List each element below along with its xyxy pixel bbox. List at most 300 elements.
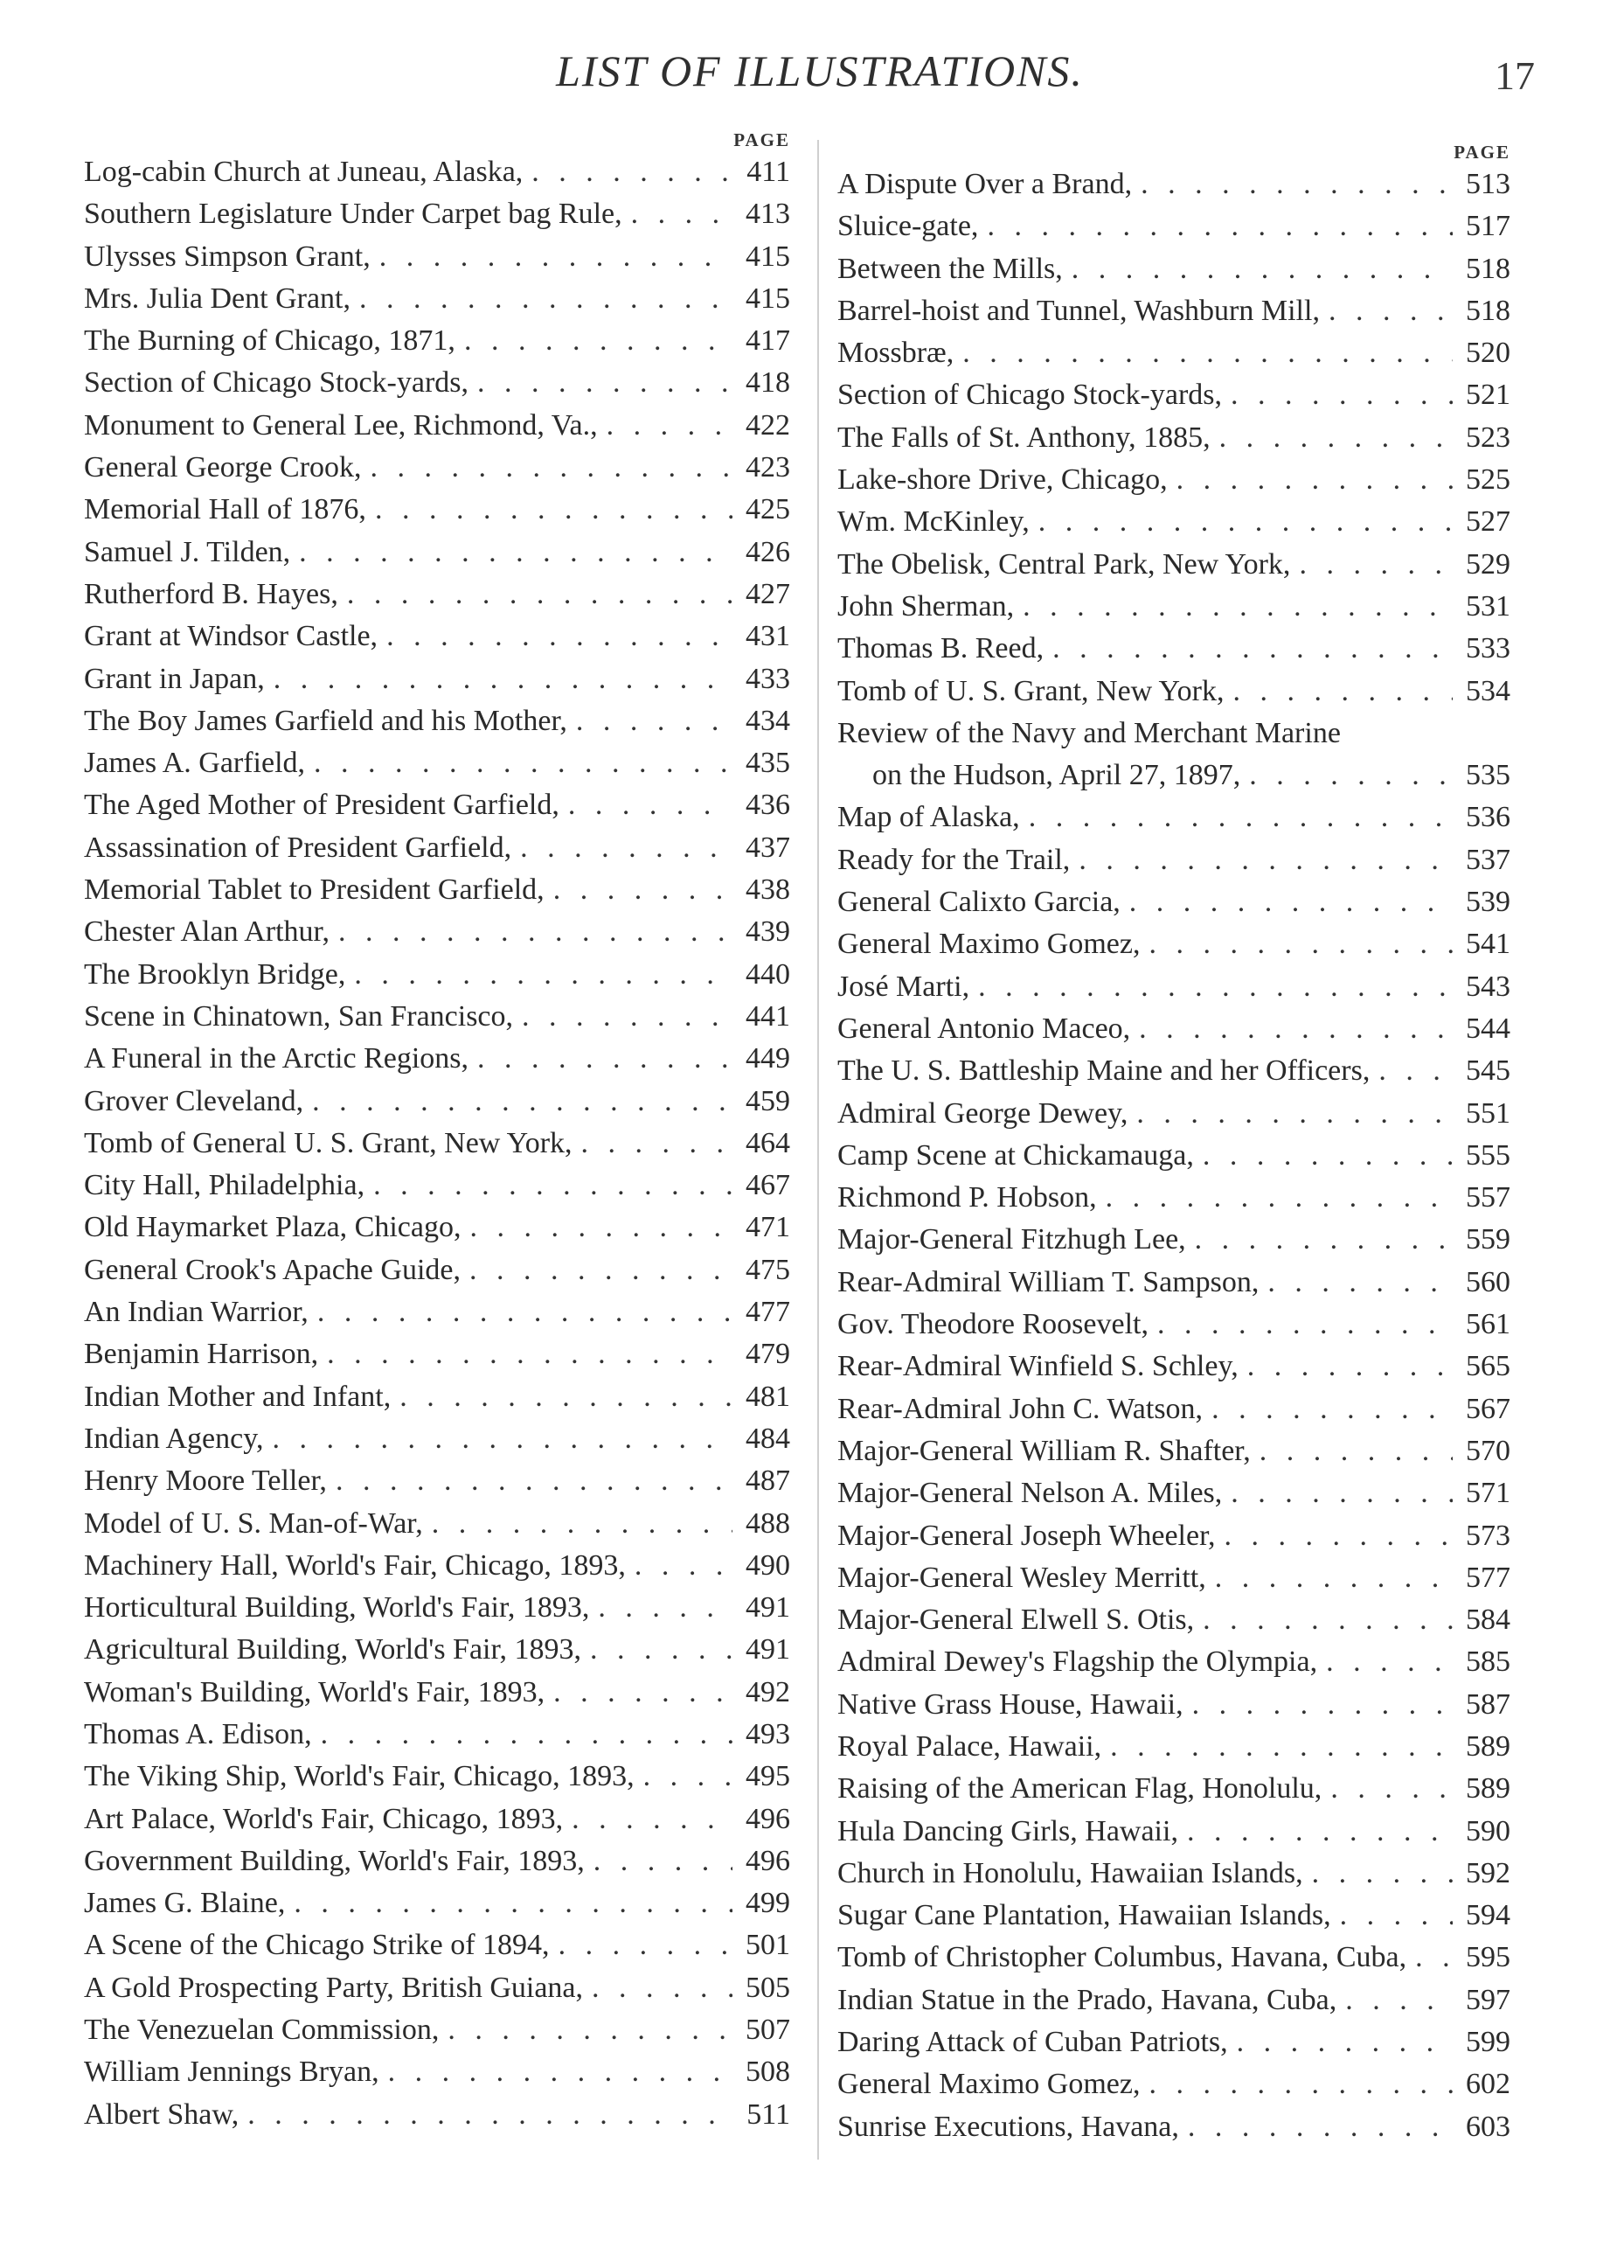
entry-title: The U. S. Battleship Maine and her Officers, — [837, 1054, 1371, 1088]
list-item — [84, 366, 790, 408]
entry-title: City Hall, Philadelphia, — [84, 1169, 365, 1202]
entry-title: Between the Mills, — [837, 252, 1063, 285]
dot-leader — [598, 409, 732, 442]
list-item — [837, 379, 1510, 421]
entry-title: General Calixto Garcia, — [837, 886, 1121, 919]
list-item — [84, 451, 790, 493]
entry-title: General George Crook, — [84, 451, 362, 484]
entry-title: Major-General Wesley Merritt, — [837, 1561, 1206, 1594]
entry-page-number: 521 — [1466, 379, 1510, 412]
list-item — [84, 1296, 790, 1338]
dot-leader — [1406, 1941, 1453, 1974]
entry-title: The Brooklyn Bridge, — [84, 957, 346, 991]
entry-page-number: 441 — [746, 999, 790, 1033]
entry-page-number: 437 — [746, 831, 790, 864]
entry-title: Mrs. Julia Dent Grant, — [84, 282, 351, 315]
entry-title: Camp Scene at Chickamauga, — [837, 1138, 1194, 1172]
dot-leader — [635, 1760, 732, 1793]
dot-leader — [1186, 1223, 1453, 1256]
dot-leader — [1320, 295, 1453, 328]
entry-page-number: 491 — [746, 1633, 790, 1666]
entry-title: Rear-Admiral Winfield S. Schley, — [837, 1350, 1239, 1383]
entry-title: John Sherman, — [837, 589, 1015, 623]
entry-page-number: 479 — [746, 1338, 790, 1371]
entry-title: The Falls of St. Anthony, 1885, — [837, 421, 1211, 454]
dot-leader — [1168, 463, 1453, 497]
dot-leader — [1194, 1139, 1453, 1172]
dot-leader — [545, 1676, 732, 1709]
entry-title: A Scene of the Chicago Strike of 1894, — [84, 1929, 550, 1962]
list-item — [837, 2026, 1510, 2068]
list-item — [837, 1223, 1510, 1265]
list-item — [837, 759, 1510, 801]
list-item — [837, 1477, 1510, 1519]
dot-leader — [1141, 928, 1454, 961]
dot-leader — [1132, 168, 1453, 201]
entry-page-number: 536 — [1466, 801, 1510, 834]
dot-leader — [371, 240, 732, 274]
entry-page-number: 491 — [746, 1591, 790, 1624]
list-item — [837, 295, 1510, 337]
entry-title: An Indian Warrior, — [84, 1296, 309, 1329]
entry-page-number: 487 — [746, 1464, 790, 1498]
dot-leader — [330, 915, 732, 949]
list-item — [837, 1012, 1510, 1054]
dot-leader — [1194, 1604, 1453, 1637]
entry-title: Log-cabin Church at Juneau, Alaska, — [84, 156, 524, 188]
dot-leader — [1121, 886, 1453, 919]
entry-title: A Gold Prospecting Party, British Guiana, — [84, 1971, 584, 2004]
entry-title: General Maximo Gomez, — [837, 2068, 1141, 2101]
dot-leader — [1128, 1097, 1453, 1131]
dot-leader — [239, 2098, 732, 2132]
entry-page-number: 488 — [746, 1506, 790, 1540]
dot-leader — [622, 198, 732, 231]
entry-page-number: 567 — [1466, 1392, 1510, 1425]
entry-title: Mossbræ, — [837, 337, 954, 370]
list-item — [837, 1688, 1510, 1730]
list-item — [84, 1127, 790, 1169]
entry-page-number: 534 — [1466, 674, 1510, 707]
dot-leader — [1203, 1393, 1453, 1426]
entry-title: Rear-Admiral William T. Sampson, — [837, 1265, 1260, 1298]
entry-page-number: 471 — [746, 1211, 790, 1244]
list-item — [84, 1381, 790, 1423]
column-divider — [817, 140, 819, 2160]
entry-title: Hula Dancing Girls, Hawaii, — [837, 1814, 1178, 1847]
entry-title: Sluice-gate, — [837, 210, 979, 243]
entry-page-number: 518 — [1466, 252, 1510, 285]
dot-leader — [1370, 1054, 1453, 1088]
left-page-label: PAGE — [733, 129, 790, 150]
dot-leader — [1290, 548, 1453, 581]
entry-page-number: 481 — [746, 1380, 790, 1413]
list-item — [837, 1393, 1510, 1435]
entry-title: Indian Statue in the Prado, Havana, Cuba, — [837, 1983, 1337, 2016]
entry-title: Albert Shaw, — [84, 2098, 239, 2131]
list-item — [84, 789, 790, 831]
dot-leader — [264, 1423, 732, 1456]
list-item — [837, 590, 1510, 632]
entry-page-number: 525 — [1466, 463, 1510, 497]
dot-leader — [1303, 1857, 1453, 1890]
dot-leader — [589, 1591, 732, 1624]
dot-leader — [1149, 1308, 1453, 1341]
list-item — [84, 1760, 790, 1802]
entry-page-number: 565 — [1466, 1350, 1510, 1383]
entry-page-number: 505 — [746, 1971, 790, 2004]
dot-leader — [1224, 675, 1453, 708]
entry-page-number: 464 — [746, 1126, 790, 1159]
dot-leader — [439, 2014, 732, 2047]
entry-page-number: 523 — [1466, 421, 1510, 454]
entry-title: Benjamin Harrison, — [84, 1338, 319, 1371]
list-item — [837, 971, 1510, 1012]
list-item — [837, 463, 1510, 505]
entry-page-number: 594 — [1466, 1899, 1510, 1932]
entry-title: on the Hudson, April 27, 1897, — [872, 759, 1241, 792]
list-item — [837, 1645, 1510, 1687]
entry-page-number: 535 — [1466, 759, 1510, 792]
list-item — [84, 2014, 790, 2056]
entry-page-number: 555 — [1466, 1138, 1510, 1172]
dot-leader — [378, 620, 732, 653]
entry-page-number: 435 — [746, 747, 790, 780]
page-number: 17 — [1495, 53, 1535, 98]
entry-page-number: 499 — [746, 1887, 790, 1920]
entry-page-number: 431 — [746, 620, 790, 653]
list-item — [837, 632, 1510, 674]
entry-page-number: 492 — [746, 1675, 790, 1708]
entry-title: Major-General Nelson A. Miles, — [837, 1477, 1223, 1510]
entry-page-number: 513 — [1466, 168, 1510, 200]
entry-page-number: 439 — [746, 915, 790, 949]
dot-leader — [559, 789, 732, 822]
entry-page-number: 501 — [746, 1929, 790, 1962]
entry-page-number: 423 — [746, 451, 790, 484]
entry-page-number: 427 — [746, 577, 790, 610]
list-item — [84, 1507, 790, 1549]
entry-page-number: 584 — [1466, 1604, 1510, 1637]
list-item — [837, 1139, 1510, 1181]
entry-page-number: 595 — [1466, 1941, 1510, 1974]
dot-leader — [305, 747, 732, 780]
list-item — [837, 505, 1510, 547]
entry-title: Machinery Hall, World's Fair, Chicago, 1893, — [84, 1548, 626, 1582]
dot-leader — [1211, 421, 1453, 455]
dot-leader — [318, 1338, 732, 1371]
dot-leader — [1336, 1984, 1453, 2017]
list-item — [837, 337, 1510, 379]
entry-title: The Boy James Garfield and his Mother, — [84, 704, 567, 737]
entry-page-number: 541 — [1466, 928, 1510, 961]
dot-leader — [461, 1211, 732, 1244]
entry-title: José Marti, — [837, 970, 970, 1003]
dot-leader — [1030, 505, 1453, 539]
entry-title: The Burning of Chicago, 1871, — [84, 324, 455, 358]
list-item — [84, 240, 790, 282]
entry-title: Grover Cleveland, — [84, 1084, 304, 1117]
list-item — [84, 578, 790, 620]
entry-page-number: 597 — [1466, 1983, 1510, 2016]
entry-page-number: 599 — [1466, 2026, 1510, 2059]
dot-leader — [523, 156, 732, 189]
entry-title: Rutherford B. Hayes, — [84, 577, 338, 610]
entry-title: Tomb of U. S. Grant, New York, — [837, 674, 1225, 707]
entry-page-number: 438 — [746, 873, 790, 907]
right-column — [837, 142, 1510, 2153]
entry-title: General Maximo Gomez, — [837, 928, 1141, 961]
dot-leader — [379, 2056, 732, 2089]
entry-title: Government Building, World's Fair, 1893, — [84, 1844, 585, 1877]
dot-leader — [954, 337, 1453, 370]
entry-title: Section of Chicago Stock-yards, — [837, 379, 1223, 412]
list-item — [837, 2068, 1510, 2110]
entry-page-number: 543 — [1466, 970, 1510, 1003]
list-item — [84, 2098, 790, 2140]
entry-title: James A. Garfield, — [84, 747, 306, 780]
dot-leader — [581, 1633, 732, 1666]
list-item — [837, 1941, 1510, 1983]
dot-leader — [567, 705, 732, 738]
entry-title: Henry Moore Teller, — [84, 1464, 327, 1498]
entry-page-number: 484 — [746, 1422, 790, 1455]
entry-title: Tomb of Christopher Columbus, Havana, Cuba, — [837, 1941, 1407, 1974]
right-page-label: PAGE — [1454, 142, 1510, 163]
dot-leader — [1178, 1815, 1453, 1848]
entry-page-number: 440 — [746, 957, 790, 991]
entry-title: Tomb of General U. S. Grant, New York, — [84, 1126, 573, 1159]
entry-page-number: 551 — [1466, 1096, 1510, 1130]
entry-page-number: 544 — [1466, 1012, 1510, 1045]
dot-leader — [1101, 1730, 1453, 1764]
list-item — [837, 1181, 1510, 1223]
dot-leader — [1130, 1012, 1453, 1046]
entry-page-number: 511 — [746, 2098, 790, 2131]
list-item — [837, 1604, 1510, 1645]
dot-leader — [350, 282, 732, 316]
list-item — [84, 1718, 790, 1760]
dot-leader — [285, 1887, 732, 1920]
dot-leader — [309, 1296, 732, 1329]
dot-leader — [338, 578, 732, 611]
entry-title: Map of Alaska, — [837, 801, 1020, 834]
dot-leader — [362, 451, 732, 484]
entry-title: Thomas A. Edison, — [84, 1717, 312, 1750]
dot-leader — [1014, 590, 1453, 623]
entry-page-number: 415 — [746, 240, 790, 273]
list-item — [837, 1730, 1510, 1772]
list-item — [837, 1984, 1510, 2026]
dot-leader — [626, 1549, 732, 1583]
dot-leader — [545, 873, 732, 907]
entry-page-number: 496 — [746, 1844, 790, 1877]
entry-page-number: 539 — [1466, 886, 1510, 919]
entry-title: Model of U. S. Man-of-War, — [84, 1506, 423, 1540]
list-item — [84, 663, 790, 705]
list-item — [84, 198, 790, 240]
list-item — [837, 717, 1510, 759]
dot-leader — [366, 493, 732, 526]
list-item — [84, 536, 790, 578]
entry-page-number: 433 — [746, 662, 790, 695]
dot-leader — [1322, 1772, 1453, 1805]
list-item — [84, 1549, 790, 1591]
list-item — [84, 1929, 790, 1971]
list-item — [837, 2111, 1510, 2153]
list-item — [84, 1338, 790, 1380]
entry-page-number: 467 — [746, 1169, 790, 1202]
entry-title: Native Grass House, Hawaii, — [837, 1687, 1183, 1721]
entry-page-number: 571 — [1466, 1477, 1510, 1510]
entry-title: James G. Blaine, — [84, 1887, 286, 1920]
entry-page-number: 527 — [1466, 505, 1510, 539]
dot-leader — [455, 324, 732, 358]
entry-page-number: 459 — [746, 1084, 790, 1117]
entry-page-number: 545 — [1466, 1054, 1510, 1088]
dot-leader — [1222, 1477, 1453, 1510]
entry-page-number: 529 — [1466, 547, 1510, 581]
dot-leader — [1070, 844, 1453, 877]
entry-title: Major-General William R. Shafter, — [837, 1434, 1251, 1467]
entry-title: Major-General Elwell S. Otis, — [837, 1604, 1195, 1637]
entry-page-number: 495 — [746, 1760, 790, 1793]
entry-title: Daring Attack of Cuban Patriots, — [837, 2026, 1228, 2059]
entry-title: General Crook's Apache Guide, — [84, 1253, 461, 1286]
entry-page-number: 434 — [746, 704, 790, 737]
entry-page-number: 559 — [1466, 1223, 1510, 1256]
entry-page-number: 496 — [746, 1802, 790, 1835]
entry-page-number: 413 — [746, 198, 790, 231]
list-item — [837, 1562, 1510, 1604]
entry-title: Southern Legislature Under Carpet bag Rule, — [84, 198, 622, 231]
list-item — [837, 548, 1510, 590]
dot-leader — [1206, 1562, 1453, 1595]
entry-title: Memorial Hall of 1876, — [84, 493, 366, 526]
dot-leader — [978, 210, 1453, 243]
entry-page-number: 517 — [1466, 210, 1510, 243]
page-header — [0, 45, 1624, 107]
list-item — [837, 1266, 1510, 1308]
list-item — [837, 1520, 1510, 1562]
dot-leader — [1259, 1266, 1453, 1299]
entry-page-number: 436 — [746, 789, 790, 822]
dot-leader — [468, 366, 732, 400]
dot-leader — [468, 1042, 732, 1075]
dot-leader — [1228, 2026, 1453, 2059]
entry-page-number: 557 — [1466, 1181, 1510, 1214]
left-column — [84, 129, 790, 2140]
list-item — [84, 156, 790, 198]
list-item — [84, 1211, 790, 1253]
entry-title: Ulysses Simpson Grant, — [84, 240, 371, 273]
entry-title: The Aged Mother of President Garfield, — [84, 789, 559, 822]
entry-title: Monument to General Lee, Richmond, Va., — [84, 408, 598, 442]
list-item — [84, 1803, 790, 1845]
list-item — [84, 1000, 790, 1042]
entry-page-number: 537 — [1466, 843, 1510, 876]
dot-leader — [1141, 2068, 1454, 2101]
entry-title: Chester Alan Arthur, — [84, 915, 330, 949]
entry-title: Woman's Building, World's Fair, 1893, — [84, 1675, 545, 1708]
list-item — [837, 1857, 1510, 1899]
entry-page-number: 417 — [746, 324, 790, 358]
entry-page-number: 573 — [1466, 1519, 1510, 1552]
entry-title: The Venezuelan Commission, — [84, 2014, 440, 2047]
list-item — [837, 1815, 1510, 1857]
entry-page-number: 520 — [1466, 337, 1510, 370]
list-item — [84, 1464, 790, 1506]
dot-leader — [585, 1845, 732, 1878]
dot-leader — [1063, 253, 1453, 286]
list-item — [837, 844, 1510, 886]
dot-leader — [1239, 1350, 1453, 1383]
entry-title: Art Palace, World's Fair, Chicago, 1893, — [84, 1802, 564, 1835]
dot-leader — [265, 663, 732, 696]
entry-title: Horticultural Building, World's Fair, 1893, — [84, 1591, 590, 1624]
entry-title: Sunrise Executions, Havana, — [837, 2110, 1179, 2143]
dot-leader — [345, 958, 732, 991]
entry-title: Grant at Windsor Castle, — [84, 620, 378, 653]
entry-title: Wm. McKinley, — [837, 505, 1030, 539]
dot-leader — [312, 1718, 732, 1751]
dot-leader — [1097, 1181, 1453, 1214]
list-item — [837, 1308, 1510, 1350]
entry-page-number: 602 — [1466, 2068, 1510, 2101]
entry-page-number: 531 — [1466, 589, 1510, 623]
entry-title: A Funeral in the Arctic Regions, — [84, 1042, 469, 1075]
entry-page-number: 422 — [746, 408, 790, 442]
list-item — [84, 1042, 790, 1084]
entry-title: Major-General Fitzhugh Lee, — [837, 1223, 1186, 1256]
entry-title: Richmond P. Hobson, — [837, 1181, 1097, 1214]
entry-title: Gov. Theodore Roosevelt, — [837, 1308, 1149, 1341]
entry-page-number: 570 — [1466, 1434, 1510, 1467]
list-item — [84, 705, 790, 747]
list-item — [84, 620, 790, 662]
entry-title: Raising of the American Flag, Honolulu, — [837, 1772, 1322, 1805]
entry-page-number: 493 — [746, 1717, 790, 1750]
page-title: LIST OF ILLUSTRATIONS. — [556, 46, 1084, 95]
list-item — [84, 1254, 790, 1296]
entry-title: The Obelisk, Central Park, New York, — [837, 547, 1291, 581]
dot-leader — [327, 1464, 732, 1498]
entry-title: Thomas B. Reed, — [837, 632, 1044, 665]
entry-title: Rear-Admiral John C. Watson, — [837, 1392, 1204, 1425]
entry-page-number: 508 — [746, 2056, 790, 2089]
list-item — [837, 886, 1510, 928]
entry-page-number: 418 — [746, 366, 790, 400]
entry-page-number: 585 — [1466, 1645, 1510, 1679]
entry-title: Sugar Cane Plantation, Hawaiian Islands, — [837, 1899, 1331, 1932]
list-item — [837, 168, 1510, 210]
entry-page-number: 425 — [746, 493, 790, 526]
list-item — [84, 873, 790, 915]
entry-page-number: 411 — [746, 156, 790, 188]
entry-title: Major-General Joseph Wheeler, — [837, 1519, 1216, 1552]
entry-page-number: 415 — [746, 282, 790, 315]
entry-page-number: 587 — [1466, 1687, 1510, 1721]
list-item — [837, 1772, 1510, 1814]
entry-title: Royal Palace, Hawaii, — [837, 1729, 1102, 1763]
dot-leader — [1183, 1688, 1453, 1722]
entry-title: Ready for the Trail, — [837, 843, 1071, 876]
dot-leader — [290, 536, 732, 569]
list-item — [837, 253, 1510, 295]
dot-leader — [1020, 801, 1453, 834]
list-item — [84, 915, 790, 957]
entry-title: Section of Chicago Stock-yards, — [84, 366, 469, 400]
